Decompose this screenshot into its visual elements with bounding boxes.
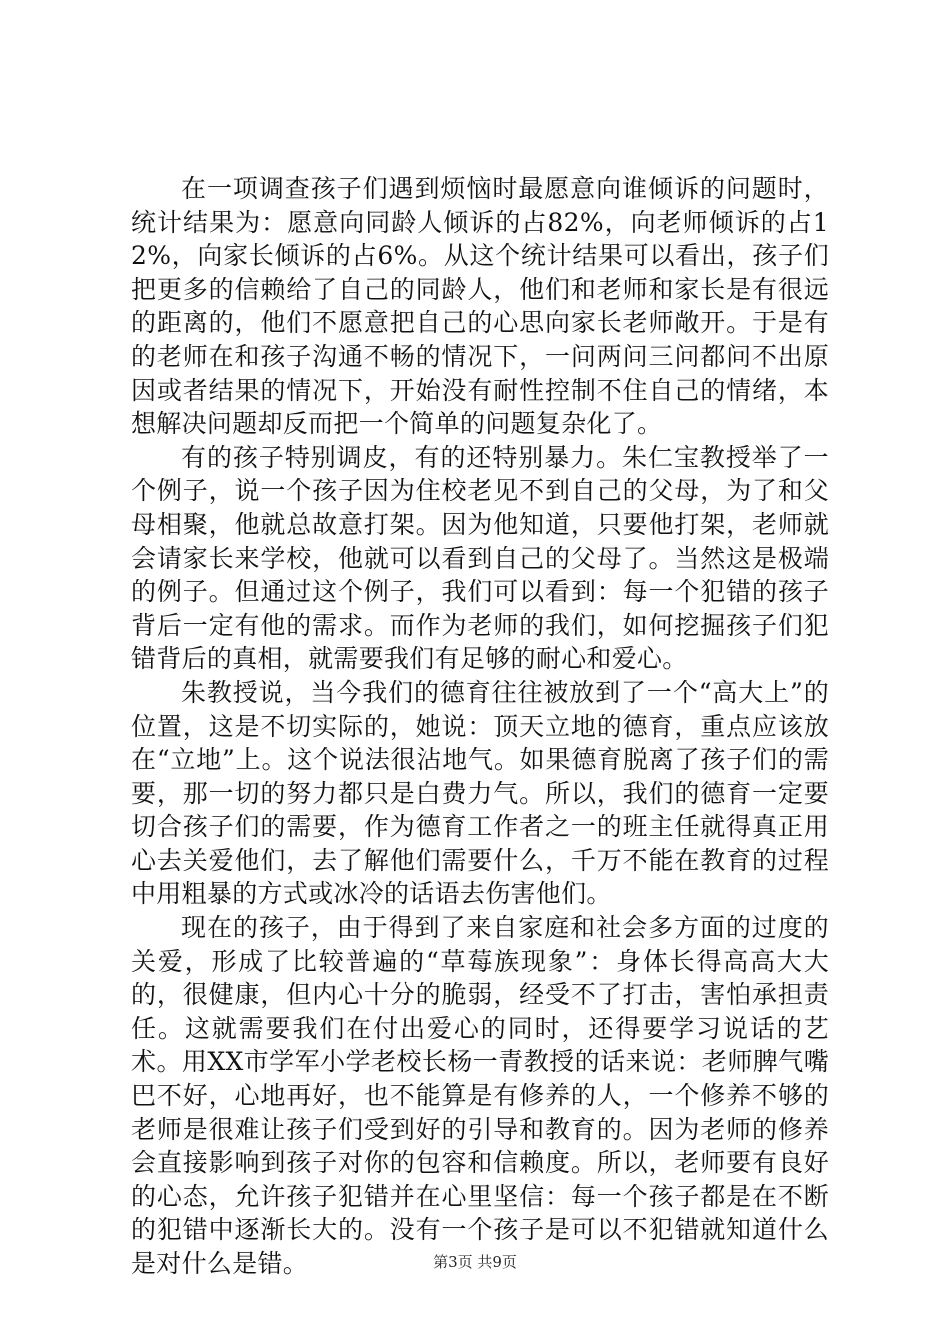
paragraph-strawberry-generation: 现在的孩子，由于得到了来自家庭和社会多方面的过度的关爱，形成了比较普遍的“草莓族现象”：身体长得高高大大的，很健康，但内心十分的脆弱，经受不了打击，害怕承担责任。这就需要我们在付出爱心的同时，还得要学习说话的艺术。用XX市学军小学老校长杨一青教授的话来说：老师脾气嘴巴不好，心地再好，也不能算是有修养的人，一个修养不够的老师是很难让孩子们受到好的引导和教育的。因为老师的修养会直接影响到孩子对你的包容和信赖度。所以，老师要有良好的心态，允许孩子犯错并在心里坚信：每一个孩子都是在不断的犯错中逐渐长大的。没有一个孩子是可以不犯错就知道什么是对什么是错。	[131, 913, 829, 1278]
page-footer	[0, 1252, 950, 1272]
paragraph-survey: 在一项调查孩子们遇到烦恼时最愿意向谁倾诉的问题时，统计结果为：愿意向同龄人倾诉的占82%，向老师倾诉的占12%，向家长倾诉的占6%。从这个统计结果可以看出，孩子们把更多的信赖给了自己的同龄人，他们和老师和家长是有很远的距离的，他们不愿意把自己的心思向家长老师敞开。于是有的老师在和孩子沟通不畅的情况下，一问两问三问都问不出原因或者结果的情况下，开始没有耐性控制不住自己的情绪，本想解决问题却反而把一个简单的问题复杂化了。	[131, 174, 829, 439]
body-text	[131, 172, 829, 1281]
paragraph-moral-education: 朱教授说，当今我们的德育往往被放到了一个“高大上”的位置，这是不切实际的，她说：顶天立地的德育，重点应该放在“立地”上。这个说法很沾地气。如果德育脱离了孩子们的需要，那一切的努力都只是白费力气。所以，我们的德育一定要切合孩子们的需要，作为德育工作者之一的班主任就得真正用心去关爱他们，去了解他们需要什么，千万不能在教育的过程中用粗暴的方式或冰冷的话语去伤害他们。	[131, 677, 829, 909]
paragraph-example: 有的孩子特别调皮，有的还特别暴力。朱仁宝教授举了一个例子，说一个孩子因为住校老见不到自己的父母，为了和父母相聚，他就总故意打架。因为他知道，只要他打架，老师就会请家长来学校，他就可以看到自己的父母了。当然这是极端的例子。但通过这个例子，我们可以看到：每一个犯错的孩子背后一定有他的需求。而作为老师的我们，如何挖掘孩子们犯错背后的真相，就需要我们有足够的耐心和爱心。	[131, 442, 829, 674]
page-number-label: 第3页 共9页	[433, 1253, 517, 1271]
